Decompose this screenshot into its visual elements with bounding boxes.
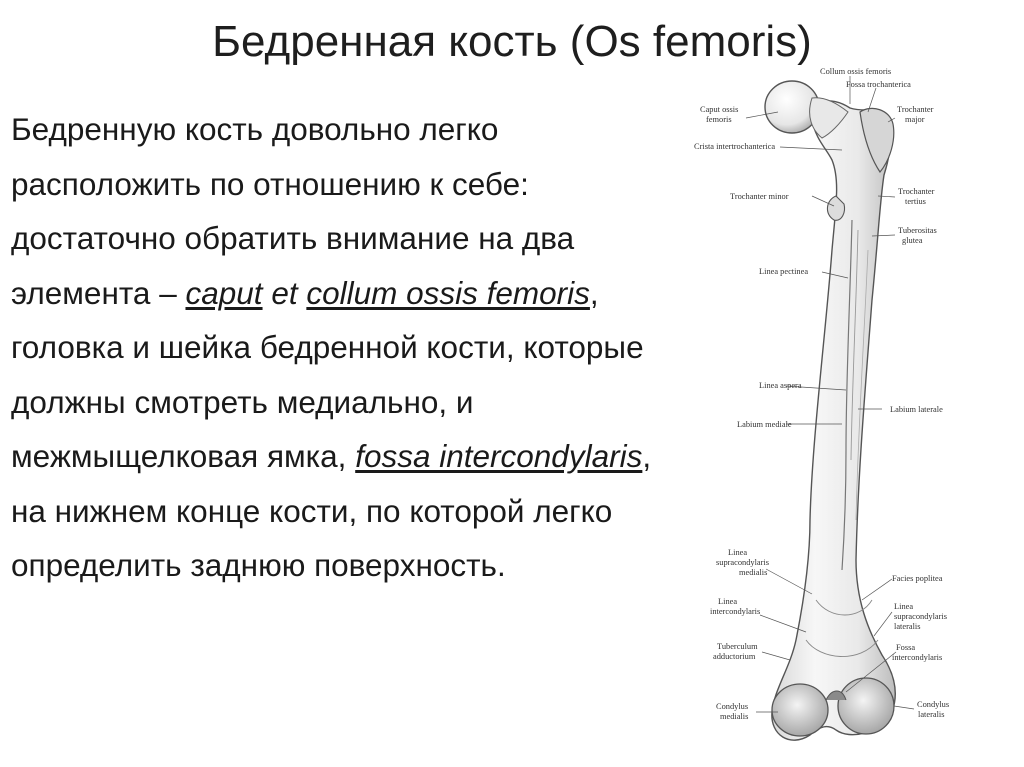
label-fossa-ic-2: intercondylaris [892,653,943,662]
label-supracond-lat-2: supracondylaris [894,612,948,621]
label-supracond-med-1: Linea [728,548,748,557]
label-fossa-ic-1: Fossa [896,643,916,652]
label-supracond-lat-3: lateralis [894,622,921,631]
medial-condyle [772,684,828,736]
label-facies-poplitea: Facies poplitea [892,574,943,583]
label-supracond-lat-1: Linea [894,602,914,611]
label-supracond-med-3: medialis [739,568,768,577]
label-trochanter-tertius-2: tertius [905,197,926,206]
text-part-2: головка и шейка бедренной кости, которые должны смотреть медиально, и межмыщелковая ямка, [11,329,644,474]
body-text [11,102,671,593]
label-labium-laterale: Labium laterale [890,405,943,414]
label-intercond-line-1: Linea [718,597,738,606]
term-caput: caput [185,274,263,311]
label-tuberositas-2: glutea [902,236,923,245]
label-cond-lat-2: lateralis [918,710,945,719]
label-fossa-trochanterica: Fossa trochanterica [846,80,911,89]
femur-figure [684,60,984,760]
label-linea-pectinea: Linea pectinea [759,267,809,276]
label-supracond-med-2: supracondylaris [716,558,770,567]
label-trochanter-minor: Trochanter minor [730,192,789,201]
label-tuberculum-1: Tuberculum [717,642,758,651]
term-collum-ossis-femoris: collum ossis femoris [306,274,590,311]
label-cond-med-2: medialis [720,712,749,721]
label-tuberculum-2: adductorium [713,652,756,661]
label-cond-lat-1: Condylus [917,700,950,709]
label-trochanter-major-1: Trochanter [897,105,934,114]
slide-title: Бедренная кость (Os femoris) [212,17,812,66]
label-collum: Collum ossis femoris [820,67,892,76]
label-linea-aspera: Linea aspera [759,381,802,390]
lateral-condyle [838,678,894,734]
femur-bone [765,81,895,740]
label-trochanter-major-2: major [905,115,925,124]
term-fossa-intercondylaris: fossa intercondylaris [355,438,643,474]
text-part-1: Бедренную кость довольно легко расположить по отношению к себе: достаточно обратить внимание на два элемента – [11,111,575,311]
label-cond-med-1: Condylus [716,702,749,711]
label-labium-mediale: Labium mediale [737,420,792,429]
conjunction-et: et [271,274,298,311]
label-caput-1: Caput ossis [700,105,739,114]
comma: , [589,274,599,311]
label-tuberositas-1: Tuberositas [898,226,937,235]
label-crista: Crista intertrochanterica [694,142,776,151]
label-caput-2: femoris [706,115,732,124]
label-trochanter-tertius-1: Trochanter [898,187,935,196]
text-part-3: , на нижнем конце кости, по которой легко определить заднюю поверхность. [11,438,652,583]
label-intercond-line-2: intercondylaris [710,607,761,616]
